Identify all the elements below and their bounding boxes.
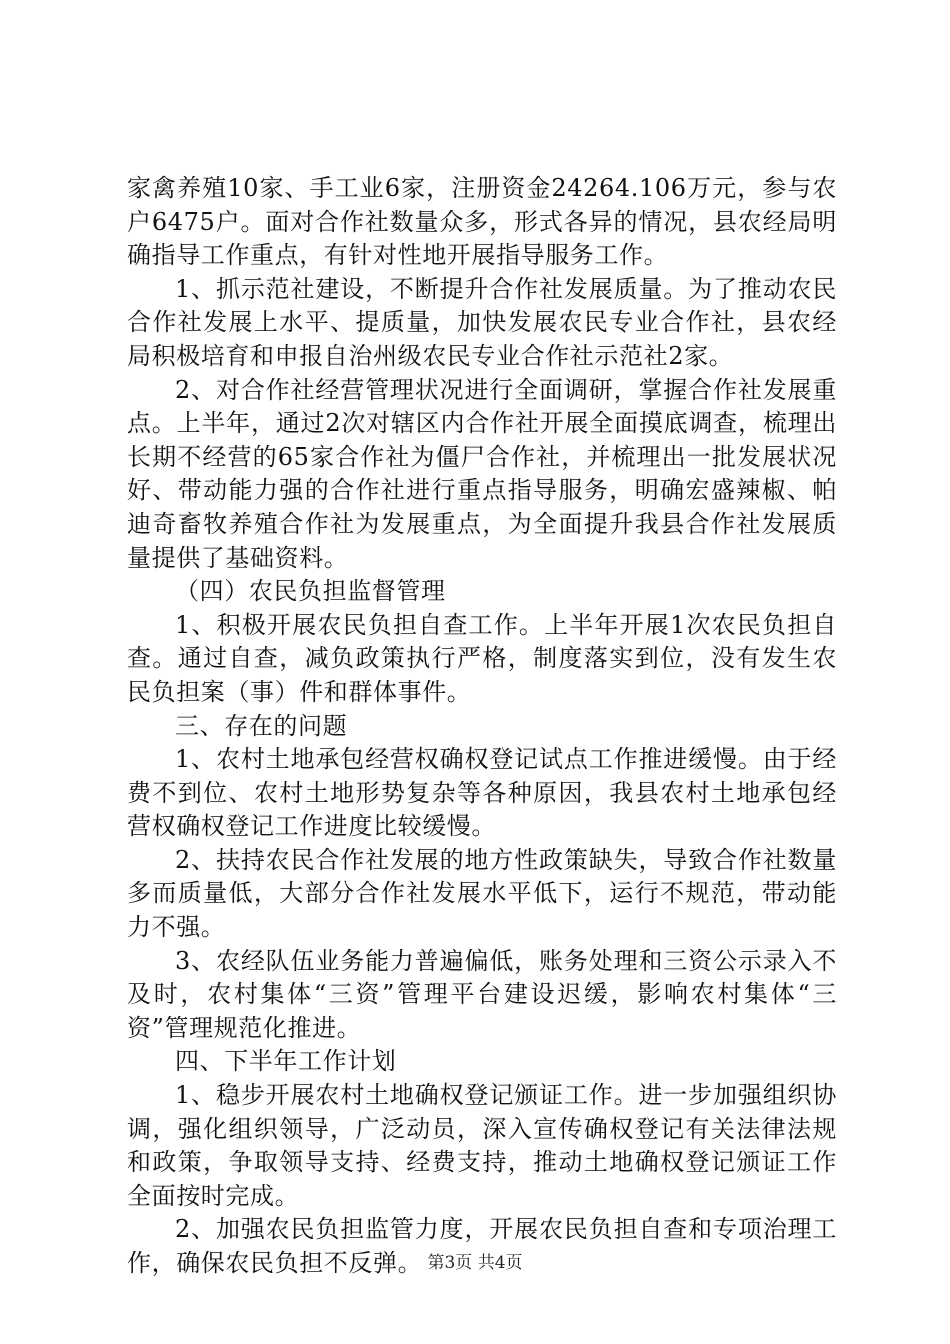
paragraph-item: 1、农村土地承包经营权确权登记试点工作推进缓慢。由于经费不到位、农村土地形势复杂等各种原因，我县农村土地承包经营权确权登记工作进度比较缓慢。 (127, 745, 837, 841)
paragraph-item: 2、加强农民负担监管力度，开展农民负担自查和专项治理工作，确保农民负担不反弹。 (127, 1215, 837, 1277)
paragraph-continuation: 家禽养殖10家、手工业6家，注册资金24264.106万元，参与农户6475户。面对合作社数量众多，形式各异的情况，县农经局明确指导工作重点，有针对性地开展指导服务工作。 (127, 174, 837, 270)
paragraph-item: 1、抓示范社建设，不断提升合作社发展质量。为了推动农民合作社发展上水平、提质量，加快发展农民专业合作社，县农经局积极培育和申报自治州级农民专业合作社示范社2家。 (127, 274, 837, 370)
document-body (127, 172, 837, 1281)
section-heading: 四、下半年工作计划 (175, 1047, 397, 1076)
paragraph-item: 2、对合作社经营管理状况进行全面调研，掌握合作社发展重点。上半年，通过2次对辖区内合作社开展全面摸底调查，梳理出长期不经营的65家合作社为僵尸合作社，并梳理出一批发展状况好、带动能力强的合作社进行重点指导服务，明确宏盛辣椒、帕迪奇畜牧养殖合作社为发展重点，为全面提升我县合作社发展质量提供了基础资料。 (127, 375, 837, 572)
paragraph-item: 2、扶持农民合作社发展的地方性政策缺失，导致合作社数量多而质量低，大部分合作社发展水平低下，运行不规范，带动能力不强。 (127, 845, 837, 942)
page-number-footer: 第3页 共4页 (427, 1253, 523, 1273)
paragraph-item: 1、积极开展农民负担自查工作。上半年开展1次农民负担自查。通过自查，减负政策执行严格，制度落实到位，没有发生农民负担案（事）件和群体事件。 (127, 610, 837, 706)
section-heading: 三、存在的问题 (175, 711, 348, 740)
section-heading: （四）农民负担监督管理 (175, 577, 446, 606)
paragraph-item: 3、农经队伍业务能力普遍偏低，账务处理和三资公示录入不及时，农村集体“三资”管理平台建设迟缓，影响农村集体“三资”管理规范化推进。 (127, 946, 837, 1042)
paragraph-item: 1、稳步开展农村土地确权登记颁证工作。进一步加强组织协调，强化组织领导，广泛动员，深入宣传确权登记有关法律法规和政策，争取领导支持、经费支持，推动土地确权登记颁证工作全面按时完成。 (127, 1081, 837, 1210)
